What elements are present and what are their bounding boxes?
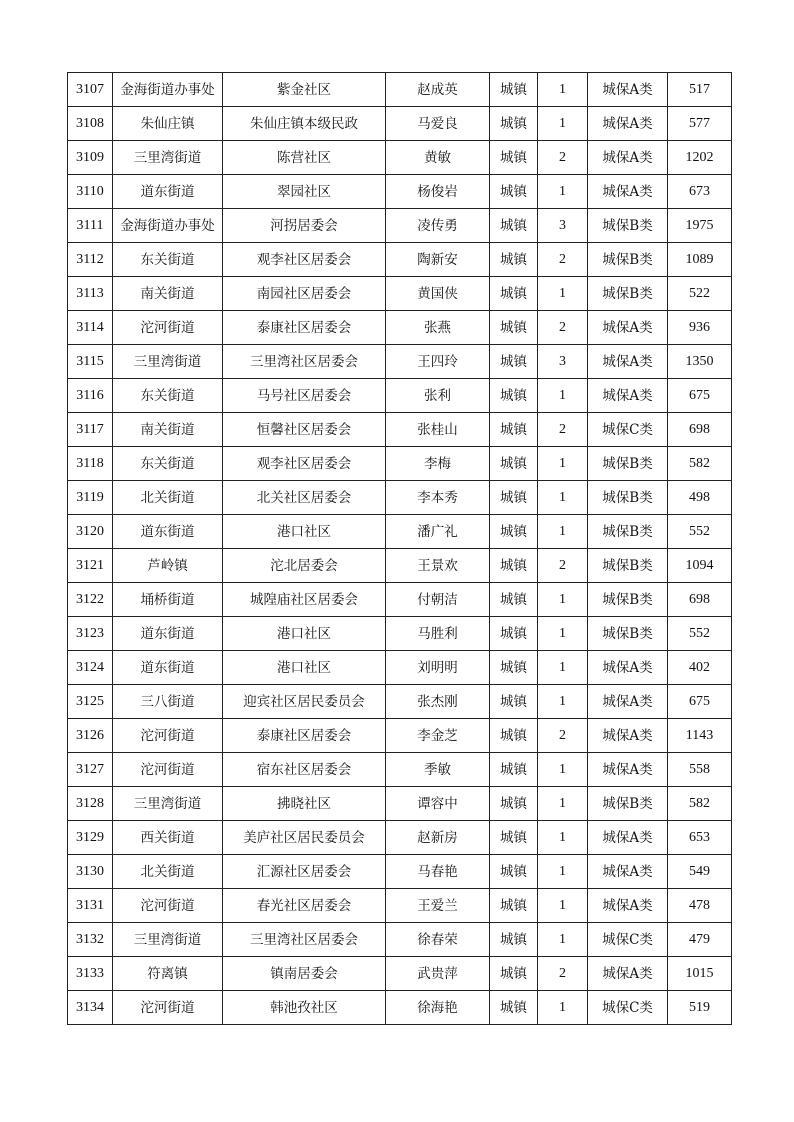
- category-cell: 城保A类: [588, 651, 668, 685]
- table-row: [68, 923, 732, 957]
- district-cell: 三里湾街道: [113, 345, 223, 379]
- community-cell: 观李社区居委会: [223, 243, 386, 277]
- community-cell: 城隍庙社区居委会: [223, 583, 386, 617]
- amount-cell: 1015: [668, 957, 732, 991]
- category-cell: 城保A类: [588, 753, 668, 787]
- name-cell: 黄敏: [386, 141, 490, 175]
- table-row: [68, 889, 732, 923]
- district-cell: 西关街道: [113, 821, 223, 855]
- area-type-cell: 城镇: [490, 107, 538, 141]
- area-type-cell: 城镇: [490, 379, 538, 413]
- amount-cell: 549: [668, 855, 732, 889]
- district-cell: 道东街道: [113, 515, 223, 549]
- household-size-cell: 2: [538, 719, 588, 753]
- category-cell: 城保A类: [588, 855, 668, 889]
- community-cell: 港口社区: [223, 515, 386, 549]
- area-type-cell: 城镇: [490, 889, 538, 923]
- category-cell: 城保B类: [588, 787, 668, 821]
- row-number-cell: 3122: [68, 583, 113, 617]
- area-type-cell: 城镇: [490, 515, 538, 549]
- name-cell: 马胜利: [386, 617, 490, 651]
- row-number-cell: 3123: [68, 617, 113, 651]
- amount-cell: 1975: [668, 209, 732, 243]
- household-size-cell: 3: [538, 345, 588, 379]
- amount-cell: 582: [668, 447, 732, 481]
- row-number-cell: 3127: [68, 753, 113, 787]
- row-number-cell: 3132: [68, 923, 113, 957]
- category-cell: 城保C类: [588, 991, 668, 1025]
- community-cell: 三里湾社区居委会: [223, 345, 386, 379]
- name-cell: 张杰刚: [386, 685, 490, 719]
- district-cell: 金海街道办事处: [113, 209, 223, 243]
- amount-cell: 522: [668, 277, 732, 311]
- district-cell: 道东街道: [113, 651, 223, 685]
- household-size-cell: 1: [538, 379, 588, 413]
- table-row: [68, 549, 732, 583]
- community-cell: 港口社区: [223, 617, 386, 651]
- district-cell: 金海街道办事处: [113, 73, 223, 107]
- name-cell: 季敏: [386, 753, 490, 787]
- category-cell: 城保B类: [588, 209, 668, 243]
- community-cell: 拂晓社区: [223, 787, 386, 821]
- community-cell: 汇源社区居委会: [223, 855, 386, 889]
- household-size-cell: 1: [538, 923, 588, 957]
- community-cell: 美庐社区居民委员会: [223, 821, 386, 855]
- category-cell: 城保A类: [588, 175, 668, 209]
- name-cell: 李梅: [386, 447, 490, 481]
- community-cell: 镇南居委会: [223, 957, 386, 991]
- name-cell: 王四玲: [386, 345, 490, 379]
- row-number-cell: 3115: [68, 345, 113, 379]
- district-cell: 三八街道: [113, 685, 223, 719]
- name-cell: 徐海艳: [386, 991, 490, 1025]
- row-number-cell: 3125: [68, 685, 113, 719]
- household-size-cell: 1: [538, 175, 588, 209]
- category-cell: 城保A类: [588, 107, 668, 141]
- amount-cell: 675: [668, 379, 732, 413]
- area-type-cell: 城镇: [490, 651, 538, 685]
- category-cell: 城保B类: [588, 481, 668, 515]
- row-number-cell: 3116: [68, 379, 113, 413]
- community-cell: 河拐居委会: [223, 209, 386, 243]
- district-cell: 道东街道: [113, 175, 223, 209]
- table-row: [68, 481, 732, 515]
- table-row: [68, 447, 732, 481]
- row-number-cell: 3119: [68, 481, 113, 515]
- district-cell: 东关街道: [113, 379, 223, 413]
- name-cell: 王景欢: [386, 549, 490, 583]
- household-size-cell: 1: [538, 515, 588, 549]
- community-cell: 春光社区居委会: [223, 889, 386, 923]
- name-cell: 谭容中: [386, 787, 490, 821]
- row-number-cell: 3108: [68, 107, 113, 141]
- district-cell: 北关街道: [113, 855, 223, 889]
- category-cell: 城保A类: [588, 311, 668, 345]
- household-size-cell: 3: [538, 209, 588, 243]
- household-size-cell: 1: [538, 107, 588, 141]
- category-cell: 城保A类: [588, 719, 668, 753]
- community-cell: 港口社区: [223, 651, 386, 685]
- category-cell: 城保A类: [588, 821, 668, 855]
- community-cell: 沱北居委会: [223, 549, 386, 583]
- area-type-cell: 城镇: [490, 243, 538, 277]
- district-cell: 沱河街道: [113, 889, 223, 923]
- name-cell: 赵新房: [386, 821, 490, 855]
- table-row: [68, 515, 732, 549]
- area-type-cell: 城镇: [490, 719, 538, 753]
- area-type-cell: 城镇: [490, 787, 538, 821]
- row-number-cell: 3131: [68, 889, 113, 923]
- table-row: [68, 379, 732, 413]
- category-cell: 城保A类: [588, 345, 668, 379]
- table-row: [68, 209, 732, 243]
- row-number-cell: 3121: [68, 549, 113, 583]
- row-number-cell: 3134: [68, 991, 113, 1025]
- amount-cell: 698: [668, 413, 732, 447]
- community-cell: 宿东社区居委会: [223, 753, 386, 787]
- household-size-cell: 2: [538, 957, 588, 991]
- district-cell: 南关街道: [113, 277, 223, 311]
- area-type-cell: 城镇: [490, 311, 538, 345]
- community-cell: 韩池孜社区: [223, 991, 386, 1025]
- name-cell: 李金芝: [386, 719, 490, 753]
- name-cell: 凌传勇: [386, 209, 490, 243]
- category-cell: 城保B类: [588, 243, 668, 277]
- row-number-cell: 3110: [68, 175, 113, 209]
- amount-cell: 577: [668, 107, 732, 141]
- amount-cell: 498: [668, 481, 732, 515]
- household-size-cell: 1: [538, 787, 588, 821]
- household-size-cell: 2: [538, 243, 588, 277]
- row-number-cell: 3124: [68, 651, 113, 685]
- name-cell: 杨俊岩: [386, 175, 490, 209]
- row-number-cell: 3133: [68, 957, 113, 991]
- amount-cell: 653: [668, 821, 732, 855]
- category-cell: 城保B类: [588, 617, 668, 651]
- row-number-cell: 3128: [68, 787, 113, 821]
- name-cell: 张燕: [386, 311, 490, 345]
- area-type-cell: 城镇: [490, 345, 538, 379]
- district-cell: 沱河街道: [113, 311, 223, 345]
- household-size-cell: 2: [538, 311, 588, 345]
- district-cell: 三里湾街道: [113, 141, 223, 175]
- records-table: [67, 72, 732, 1025]
- table-row: [68, 243, 732, 277]
- name-cell: 潘广礼: [386, 515, 490, 549]
- table-row: [68, 141, 732, 175]
- district-cell: 三里湾街道: [113, 787, 223, 821]
- district-cell: 东关街道: [113, 447, 223, 481]
- category-cell: 城保B类: [588, 277, 668, 311]
- district-cell: 芦岭镇: [113, 549, 223, 583]
- name-cell: 马春艳: [386, 855, 490, 889]
- table-row: [68, 277, 732, 311]
- table-row: [68, 311, 732, 345]
- district-cell: 符离镇: [113, 957, 223, 991]
- community-cell: 紫金社区: [223, 73, 386, 107]
- community-cell: 恒馨社区居委会: [223, 413, 386, 447]
- table-row: [68, 787, 732, 821]
- amount-cell: 1089: [668, 243, 732, 277]
- row-number-cell: 3113: [68, 277, 113, 311]
- amount-cell: 402: [668, 651, 732, 685]
- table-row: [68, 719, 732, 753]
- area-type-cell: 城镇: [490, 821, 538, 855]
- area-type-cell: 城镇: [490, 481, 538, 515]
- household-size-cell: 1: [538, 753, 588, 787]
- household-size-cell: 1: [538, 617, 588, 651]
- household-size-cell: 2: [538, 549, 588, 583]
- name-cell: 徐春荣: [386, 923, 490, 957]
- community-cell: 南园社区居委会: [223, 277, 386, 311]
- community-cell: 三里湾社区居委会: [223, 923, 386, 957]
- area-type-cell: 城镇: [490, 413, 538, 447]
- district-cell: 沱河街道: [113, 719, 223, 753]
- amount-cell: 1094: [668, 549, 732, 583]
- table-row: [68, 685, 732, 719]
- category-cell: 城保A类: [588, 957, 668, 991]
- household-size-cell: 1: [538, 481, 588, 515]
- table-body: [68, 73, 732, 1025]
- household-size-cell: 1: [538, 889, 588, 923]
- community-cell: 马号社区居委会: [223, 379, 386, 413]
- row-number-cell: 3114: [68, 311, 113, 345]
- table-row: [68, 107, 732, 141]
- name-cell: 刘明明: [386, 651, 490, 685]
- row-number-cell: 3107: [68, 73, 113, 107]
- district-cell: 沱河街道: [113, 991, 223, 1025]
- amount-cell: 1143: [668, 719, 732, 753]
- table-row: [68, 821, 732, 855]
- community-cell: 迎宾社区居民委员会: [223, 685, 386, 719]
- name-cell: 张利: [386, 379, 490, 413]
- amount-cell: 517: [668, 73, 732, 107]
- category-cell: 城保B类: [588, 447, 668, 481]
- table-row: [68, 73, 732, 107]
- amount-cell: 675: [668, 685, 732, 719]
- row-number-cell: 3111: [68, 209, 113, 243]
- name-cell: 付朝洁: [386, 583, 490, 617]
- category-cell: 城保A类: [588, 73, 668, 107]
- category-cell: 城保A类: [588, 685, 668, 719]
- household-size-cell: 2: [538, 141, 588, 175]
- district-cell: 道东街道: [113, 617, 223, 651]
- area-type-cell: 城镇: [490, 957, 538, 991]
- area-type-cell: 城镇: [490, 549, 538, 583]
- area-type-cell: 城镇: [490, 277, 538, 311]
- amount-cell: 519: [668, 991, 732, 1025]
- category-cell: 城保A类: [588, 141, 668, 175]
- row-number-cell: 3129: [68, 821, 113, 855]
- area-type-cell: 城镇: [490, 141, 538, 175]
- community-cell: 泰康社区居委会: [223, 311, 386, 345]
- amount-cell: 552: [668, 617, 732, 651]
- row-number-cell: 3117: [68, 413, 113, 447]
- amount-cell: 478: [668, 889, 732, 923]
- district-cell: 三里湾街道: [113, 923, 223, 957]
- amount-cell: 582: [668, 787, 732, 821]
- area-type-cell: 城镇: [490, 617, 538, 651]
- household-size-cell: 1: [538, 855, 588, 889]
- community-cell: 朱仙庄镇本级民政: [223, 107, 386, 141]
- household-size-cell: 1: [538, 651, 588, 685]
- amount-cell: 1202: [668, 141, 732, 175]
- table-row: [68, 991, 732, 1025]
- name-cell: 陶新安: [386, 243, 490, 277]
- area-type-cell: 城镇: [490, 923, 538, 957]
- amount-cell: 558: [668, 753, 732, 787]
- table-row: [68, 855, 732, 889]
- name-cell: 赵成英: [386, 73, 490, 107]
- row-number-cell: 3120: [68, 515, 113, 549]
- district-cell: 沱河街道: [113, 753, 223, 787]
- table-row: [68, 753, 732, 787]
- name-cell: 黄国侠: [386, 277, 490, 311]
- district-cell: 东关街道: [113, 243, 223, 277]
- table-row: [68, 651, 732, 685]
- amount-cell: 1350: [668, 345, 732, 379]
- area-type-cell: 城镇: [490, 685, 538, 719]
- name-cell: 王爱兰: [386, 889, 490, 923]
- category-cell: 城保A类: [588, 889, 668, 923]
- row-number-cell: 3109: [68, 141, 113, 175]
- table-row: [68, 583, 732, 617]
- area-type-cell: 城镇: [490, 753, 538, 787]
- household-size-cell: 1: [538, 991, 588, 1025]
- household-size-cell: 2: [538, 413, 588, 447]
- table-row: [68, 957, 732, 991]
- category-cell: 城保C类: [588, 413, 668, 447]
- area-type-cell: 城镇: [490, 73, 538, 107]
- category-cell: 城保B类: [588, 549, 668, 583]
- district-cell: 北关街道: [113, 481, 223, 515]
- household-size-cell: 1: [538, 685, 588, 719]
- category-cell: 城保B类: [588, 515, 668, 549]
- area-type-cell: 城镇: [490, 209, 538, 243]
- district-cell: 朱仙庄镇: [113, 107, 223, 141]
- household-size-cell: 1: [538, 277, 588, 311]
- name-cell: 武贵萍: [386, 957, 490, 991]
- district-cell: 埇桥街道: [113, 583, 223, 617]
- amount-cell: 698: [668, 583, 732, 617]
- table-row: [68, 413, 732, 447]
- area-type-cell: 城镇: [490, 855, 538, 889]
- table-row: [68, 175, 732, 209]
- household-size-cell: 1: [538, 583, 588, 617]
- community-cell: 观李社区居委会: [223, 447, 386, 481]
- row-number-cell: 3118: [68, 447, 113, 481]
- table-row: [68, 345, 732, 379]
- row-number-cell: 3112: [68, 243, 113, 277]
- name-cell: 李本秀: [386, 481, 490, 515]
- name-cell: 马爱良: [386, 107, 490, 141]
- district-cell: 南关街道: [113, 413, 223, 447]
- area-type-cell: 城镇: [490, 583, 538, 617]
- community-cell: 翠园社区: [223, 175, 386, 209]
- household-size-cell: 1: [538, 447, 588, 481]
- amount-cell: 479: [668, 923, 732, 957]
- row-number-cell: 3130: [68, 855, 113, 889]
- category-cell: 城保A类: [588, 379, 668, 413]
- area-type-cell: 城镇: [490, 447, 538, 481]
- name-cell: 张桂山: [386, 413, 490, 447]
- category-cell: 城保B类: [588, 583, 668, 617]
- amount-cell: 936: [668, 311, 732, 345]
- amount-cell: 673: [668, 175, 732, 209]
- community-cell: 北关社区居委会: [223, 481, 386, 515]
- household-size-cell: 1: [538, 821, 588, 855]
- area-type-cell: 城镇: [490, 991, 538, 1025]
- table-row: [68, 617, 732, 651]
- household-size-cell: 1: [538, 73, 588, 107]
- amount-cell: 552: [668, 515, 732, 549]
- community-cell: 陈营社区: [223, 141, 386, 175]
- area-type-cell: 城镇: [490, 175, 538, 209]
- community-cell: 泰康社区居委会: [223, 719, 386, 753]
- category-cell: 城保C类: [588, 923, 668, 957]
- row-number-cell: 3126: [68, 719, 113, 753]
